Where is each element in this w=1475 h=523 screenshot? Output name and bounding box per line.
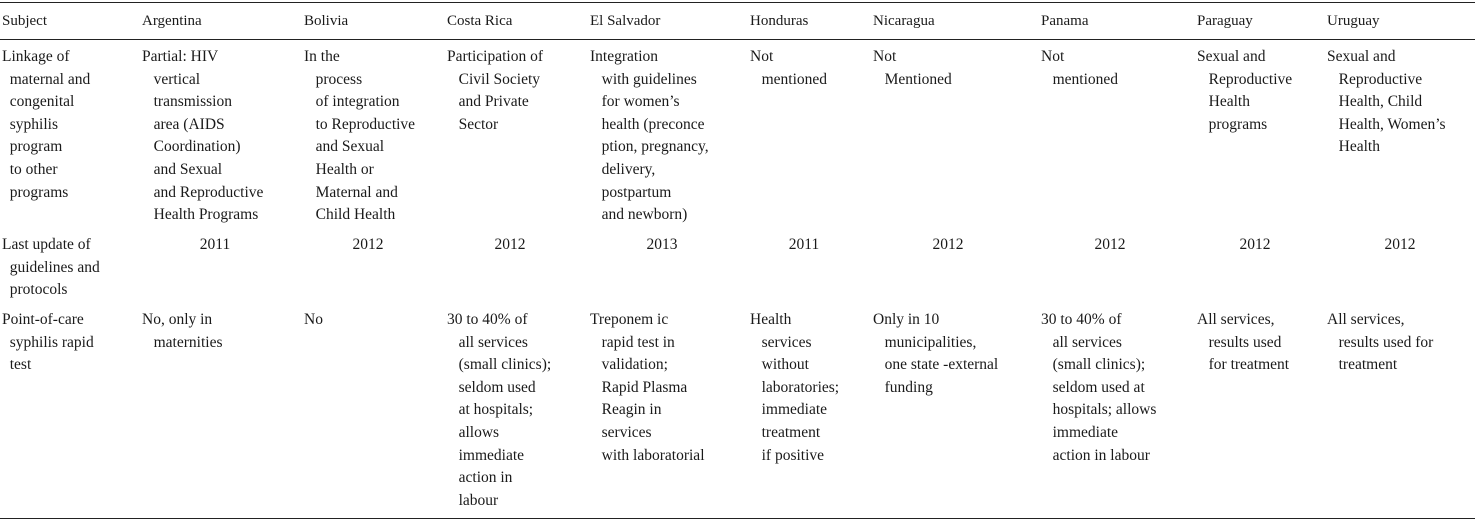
col-header-paraguay: Paraguay xyxy=(1197,13,1253,29)
row-linkage-subject: Linkage of maternal and congenital syphilis program to other programs xyxy=(2,48,91,201)
col-header-subject: Subject xyxy=(2,13,47,29)
col-header-uruguay: Uruguay xyxy=(1327,13,1380,29)
row-linkage-nicaragua: Not Mentioned xyxy=(873,48,952,88)
col-header-panama: Panama xyxy=(1041,13,1089,29)
row-update-argentina: 2011 xyxy=(199,236,231,253)
table-header-rule xyxy=(0,39,1475,40)
row-update-panama: 2012 xyxy=(1094,236,1126,253)
col-header-el-salvador: El Salvador xyxy=(590,13,661,29)
row-update-el-salvador: 2013 xyxy=(646,236,678,253)
row-update-costa-rica: 2012 xyxy=(494,236,526,253)
col-header-bolivia: Bolivia xyxy=(304,13,349,29)
row-linkage-paraguay: Sexual and Reproductive Health programs xyxy=(1197,48,1293,133)
row-poc-costa-rica: 30 to 40% of all services (small clinics); seldom used at hospitals; allows immediate action in labour xyxy=(447,311,552,509)
table-top-rule xyxy=(0,2,1475,3)
row-poc-uruguay: All services, results used for treatment xyxy=(1327,311,1434,374)
row-linkage-argentina: Partial: HIV vertical transmission area (AIDS Coordination) and Sexual and Reproductive Health Programs xyxy=(142,48,264,224)
row-linkage-el-salvador: Integration with guidelines for women’s health (preconce ption, pregnancy, delivery, postpartum and newborn) xyxy=(590,48,709,224)
row-update-subject: Last update of guidelines and protocols xyxy=(2,236,100,299)
row-poc-paraguay: All services, results used for treatment xyxy=(1197,311,1290,374)
row-update-paraguay: 2012 xyxy=(1239,236,1271,253)
row-poc-argentina: No, only in maternities xyxy=(142,311,223,351)
col-header-costa-rica: Costa Rica xyxy=(447,13,513,29)
table-bottom-rule xyxy=(0,518,1475,519)
row-linkage-uruguay: Sexual and Reproductive Health, Child Health, Women’s Health xyxy=(1327,48,1446,156)
row-linkage-bolivia: In the process of integration to Reproductive and Sexual Health or Maternal and Child Health xyxy=(304,48,416,224)
row-poc-subject: Point-of-care syphilis rapid test xyxy=(2,311,94,374)
col-header-argentina: Argentina xyxy=(142,13,202,29)
row-poc-el-salvador: Treponem ic rapid test in validation; Rapid Plasma Reagin in services with laboratorial xyxy=(590,311,705,464)
row-update-nicaragua: 2012 xyxy=(932,236,964,253)
col-header-nicaragua: Nicaragua xyxy=(873,13,935,29)
row-poc-panama: 30 to 40% of all services (small clinics); seldom used at hospitals; allows immediate action in labour xyxy=(1041,311,1157,464)
row-update-bolivia: 2012 xyxy=(352,236,384,253)
row-poc-nicaragua: Only in 10 municipalities, one state -external funding xyxy=(873,311,999,396)
row-linkage-costa-rica: Participation of Civil Society and Private Sector xyxy=(447,48,543,133)
row-update-honduras: 2011 xyxy=(788,236,820,253)
row-linkage-honduras: Not mentioned xyxy=(750,48,828,88)
col-header-honduras: Honduras xyxy=(750,13,809,29)
row-update-uruguay: 2012 xyxy=(1384,236,1416,253)
row-linkage-panama: Not mentioned xyxy=(1041,48,1119,88)
row-poc-honduras: Health services without laboratories; immediate treatment if positive xyxy=(750,311,840,464)
row-poc-bolivia: No xyxy=(304,311,323,328)
